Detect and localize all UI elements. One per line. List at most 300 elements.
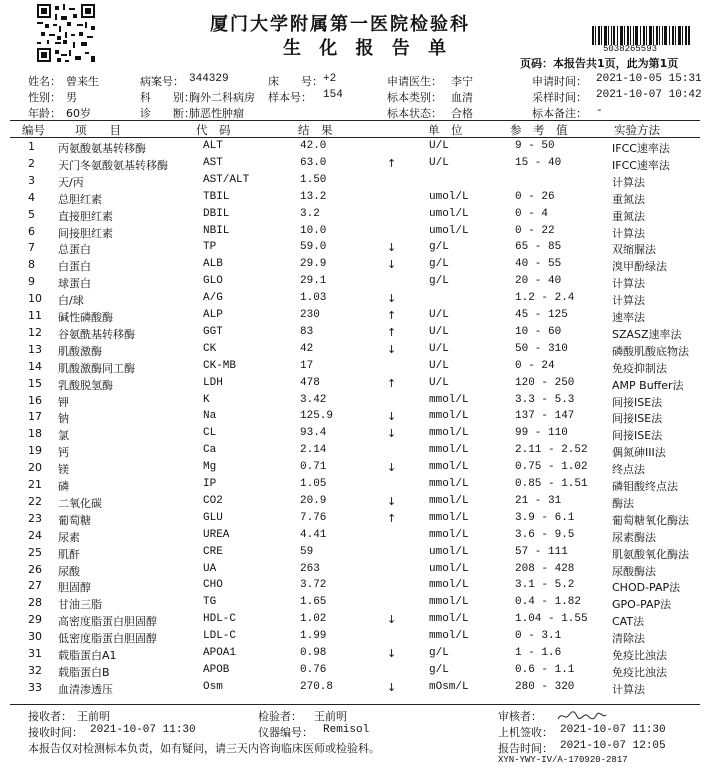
item-name: 总胆红素: [58, 192, 102, 206]
item-name: 尿酸: [58, 564, 80, 578]
row-number: 11: [28, 309, 42, 322]
method: 免疫比浊法: [612, 665, 667, 679]
case-no: 344329: [189, 73, 229, 85]
item-code: LDH: [203, 376, 223, 389]
result-value: 270.8: [300, 680, 334, 693]
method: 间接ISE法: [612, 429, 663, 443]
method: 磷酸肌酸底物法: [612, 344, 689, 358]
item-name: 间接胆红素: [58, 226, 113, 240]
abnormal-flag: ↓: [387, 680, 397, 694]
item-name: 胆固醇: [58, 581, 91, 595]
method: IFCC速率法: [612, 142, 670, 155]
unit: umol/L: [429, 190, 469, 203]
unit: umol/L: [429, 545, 469, 558]
row-number: 3: [28, 173, 35, 187]
barcode: [592, 26, 690, 45]
item-name: 碱性磷酸酶: [58, 311, 113, 324]
result-value: 0.98: [300, 647, 327, 659]
method: CAT法: [612, 615, 645, 629]
abnormal-flag: ↓: [387, 410, 397, 424]
row-number: 10: [28, 292, 42, 306]
instrument-label: 仪器编号：: [258, 726, 313, 739]
row-number: 14: [28, 359, 42, 373]
result-value: 1.50: [300, 173, 327, 186]
item-code: IP: [203, 478, 217, 490]
item-name: 肌酐: [58, 547, 80, 561]
specimen-status-label: 标本状态：: [387, 107, 442, 120]
result-value: 29.9: [300, 258, 327, 271]
result-value: 3.42: [300, 393, 327, 406]
reference-range: 99 - 110: [515, 427, 568, 440]
row-number: 2: [28, 156, 35, 170]
abnormal-flag: ↓: [387, 427, 397, 441]
reference-range: 0.75 - 1.02: [515, 461, 588, 474]
table-row: [0, 664, 710, 681]
table-header-rule: [10, 137, 700, 138]
table-row: [0, 225, 710, 242]
reference-range: 3.1 - 5.2: [515, 579, 575, 592]
row-number: 23: [28, 511, 42, 525]
result-value: 42: [300, 342, 314, 355]
result-value: 29.1: [300, 275, 327, 288]
unit: U/L: [429, 376, 449, 389]
table-row: [0, 681, 710, 698]
table-row: [0, 140, 710, 157]
row-number: 25: [28, 545, 42, 559]
doctor-label: 申请医生：: [387, 75, 442, 88]
sign-time: 2021-10-07 11:30: [560, 724, 666, 736]
result-value: 1.05: [300, 478, 327, 490]
unit: umol/L: [429, 207, 469, 220]
reference-range: 1 - 1.6: [515, 647, 562, 659]
qr-code: [37, 4, 95, 62]
disclaimer: 本报告仅对检测标本负责，如有疑问，请三天内咨询临床医师或检验科。: [28, 742, 380, 755]
item-name: 载脂蛋白A1: [58, 649, 117, 662]
table-row: [0, 326, 710, 343]
item-code: UA: [203, 562, 217, 575]
result-value: 59: [300, 545, 314, 558]
table-row: [0, 343, 710, 360]
item-code: ALT: [203, 140, 223, 152]
patient-age-label: 年龄：: [28, 107, 61, 120]
unit: U/L: [429, 359, 449, 372]
item-name: 直接胆红素: [58, 209, 113, 223]
sign-time-label: 上机签收：: [498, 726, 553, 739]
item-name: 葡萄糖: [58, 513, 91, 527]
reference-range: 0.6 - 1.1: [515, 663, 575, 676]
item-name: 低密度脂蛋白胆固醇: [58, 632, 157, 646]
unit: U/L: [429, 140, 449, 152]
unit: g/L: [429, 258, 449, 271]
result-value: 1.03: [300, 292, 327, 305]
row-number: 21: [28, 478, 42, 491]
table-row: [0, 461, 710, 478]
abnormal-flag: ↓: [387, 613, 397, 627]
col-item-header: 项 目: [75, 123, 121, 137]
table-row: [0, 563, 710, 580]
abnormal-flag: ↓: [387, 258, 397, 272]
row-number: 19: [28, 444, 42, 458]
reference-range: 21 - 31: [515, 494, 562, 507]
reference-range: 0.85 - 1.51: [515, 478, 588, 490]
method: 重氮法: [612, 209, 645, 223]
table-row: [0, 191, 710, 208]
reference-range: 0 - 26: [515, 190, 555, 203]
row-number: 8: [28, 258, 35, 272]
item-code: CRE: [203, 545, 223, 558]
table-row: [0, 292, 710, 309]
reference-range: 0 - 4: [515, 207, 549, 220]
item-code: AST: [203, 156, 223, 169]
col-ref-header: 参 考 值: [510, 123, 568, 137]
method: AMP Buffer法: [612, 378, 684, 392]
item-code: ALB: [203, 258, 223, 271]
unit: mmol/L: [429, 613, 469, 626]
method: 偶氮砷III法: [612, 446, 666, 460]
method: CHOD-PAP法: [612, 581, 681, 595]
unit: U/L: [429, 309, 449, 321]
unit: mmol/L: [429, 579, 469, 592]
unit: mmol/L: [429, 511, 469, 524]
item-name: 钙: [58, 446, 69, 460]
report-time-label: 报告时间：: [498, 742, 553, 755]
reference-range: 120 - 250: [515, 376, 575, 389]
reference-range: 15 - 40: [515, 156, 562, 169]
row-number: 16: [28, 393, 42, 407]
result-value: 1.02: [300, 613, 327, 626]
item-code: HDL-C: [203, 613, 237, 626]
receiver-label: 接收者：: [28, 710, 72, 723]
row-number: 24: [28, 528, 42, 542]
sample-no: 154: [323, 89, 343, 101]
method: 酶法: [612, 496, 634, 510]
item-code: NBIL: [203, 224, 230, 237]
unit: mmol/L: [429, 478, 469, 490]
table-row: [0, 647, 710, 664]
table-row: [0, 512, 710, 529]
item-code: A/G: [203, 292, 223, 305]
col-no-header: 编号: [22, 123, 45, 137]
result-value: 17: [300, 359, 314, 372]
specimen-type: 血清: [451, 91, 473, 104]
item-code: CHO: [203, 579, 223, 592]
result-value: 2.14: [300, 444, 327, 457]
table-row: [0, 241, 710, 258]
abnormal-flag: ↓: [387, 342, 397, 356]
method: 磷钼酸终点法: [612, 480, 678, 493]
result-value: 63.0: [300, 156, 327, 169]
item-code: GLU: [203, 511, 223, 524]
item-code: K: [203, 393, 210, 406]
item-code: GLO: [203, 275, 223, 288]
item-code: Na: [203, 410, 217, 423]
abnormal-flag: ↓: [387, 461, 397, 475]
method: 尿酸酶法: [612, 564, 656, 578]
unit: umol/L: [429, 562, 469, 575]
abnormal-flag: ↓: [387, 241, 397, 255]
method: 计算法: [612, 277, 645, 291]
reference-range: 3.3 - 5.3: [515, 393, 575, 406]
abnormal-flag: ↑: [387, 156, 397, 170]
reference-range: 65 - 85: [515, 241, 562, 254]
unit: U/L: [429, 342, 449, 355]
result-value: 20.9: [300, 494, 327, 507]
table-row: [0, 174, 710, 191]
table-row: [0, 495, 710, 512]
reference-range: 3.6 - 9.5: [515, 528, 575, 541]
unit: mmol/L: [429, 427, 469, 440]
table-row: [0, 157, 710, 174]
row-number: 29: [28, 613, 42, 627]
item-name: 总蛋白: [58, 243, 91, 257]
table-row: [0, 630, 710, 647]
row-number: 26: [28, 562, 42, 576]
item-name: 天/丙: [58, 175, 84, 189]
row-number: 32: [28, 663, 42, 677]
unit: mmol/L: [429, 444, 469, 457]
reference-range: 208 - 428: [515, 562, 575, 575]
item-code: CK-MB: [203, 359, 237, 372]
result-value: 83: [300, 325, 314, 338]
item-name: 尿素: [58, 530, 80, 544]
table-row: [0, 377, 710, 394]
receive-time-label: 接收时间：: [28, 726, 83, 739]
method: 肌氨酸氧化酶法: [612, 547, 689, 561]
item-name: 氯: [58, 429, 69, 443]
reviewer-signature: [556, 709, 608, 723]
result-value: 93.4: [300, 427, 327, 440]
remark: -: [596, 105, 603, 117]
method: 葡萄糖氧化酶法: [612, 513, 689, 527]
reference-range: 40 - 55: [515, 258, 562, 271]
item-code: Mg: [203, 461, 217, 474]
abnormal-flag: ↓: [387, 647, 397, 660]
table-row: [0, 427, 710, 444]
method: 间接ISE法: [612, 395, 663, 409]
row-number: 5: [28, 207, 35, 221]
method: 计算法: [612, 226, 645, 240]
row-number: 4: [28, 190, 35, 204]
row-number: 33: [28, 680, 42, 694]
item-code: ALP: [203, 309, 223, 321]
patient-name: 曾来生: [66, 75, 99, 88]
result-value: 7.76: [300, 511, 327, 524]
item-code: TBIL: [203, 190, 230, 203]
item-name: 球蛋白: [58, 277, 91, 291]
method: 双缩脲法: [612, 243, 656, 257]
apply-time-label: 申请时间：: [532, 75, 587, 88]
item-code: CO2: [203, 494, 223, 507]
instrument: Remisol: [323, 724, 370, 736]
unit: mmol/L: [429, 596, 469, 609]
method: 免疫抑制法: [612, 361, 667, 375]
item-code: LDL-C: [203, 630, 237, 643]
row-number: 27: [28, 579, 42, 593]
case-no-label: 病案号：: [140, 75, 184, 88]
remark-label: 标本备注：: [532, 107, 587, 120]
row-number: 12: [28, 325, 42, 339]
bed: +2: [323, 73, 337, 85]
diagnosis: 肺恶性肿瘤: [189, 107, 244, 120]
receive-time: 2021-10-07 11:30: [90, 724, 196, 736]
reference-range: 50 - 310: [515, 342, 568, 355]
method: 计算法: [612, 294, 645, 308]
col-unit-header: 单 位: [428, 123, 463, 137]
result-value: 3.72: [300, 579, 327, 592]
row-number: 31: [28, 647, 42, 660]
collect-time-label: 采样时间：: [532, 91, 587, 104]
reference-range: 280 - 320: [515, 680, 575, 693]
method: 溴甲酚绿法: [612, 260, 667, 274]
reviewer-label: 审核者：: [498, 710, 542, 723]
specimen-type-label: 标本类别：: [387, 91, 442, 104]
result-value: 1.65: [300, 596, 327, 609]
table-row: [0, 360, 710, 377]
result-value: 10.0: [300, 224, 327, 237]
reference-range: 10 - 60: [515, 325, 562, 338]
item-name: 丙氨酸氨基转移酶: [58, 142, 146, 155]
item-name: 谷氨酰基转移酶: [58, 327, 135, 341]
item-name: 乳酸脱氢酶: [58, 378, 113, 392]
unit: U/L: [429, 156, 449, 169]
item-code: GGT: [203, 325, 223, 338]
item-code: CK: [203, 342, 217, 355]
doctor: 李宁: [451, 75, 473, 88]
table-row: [0, 410, 710, 427]
hospital-name: 厦门大学附属第一医院检验科: [210, 14, 470, 35]
receiver: 王前明: [77, 710, 110, 723]
method: 终点法: [612, 463, 645, 477]
reference-range: 9 - 50: [515, 140, 555, 152]
patient-age: 60岁: [66, 107, 91, 120]
tester: 王前明: [314, 710, 347, 723]
patient-gender: 男: [66, 91, 77, 104]
unit: mOsm/L: [429, 680, 469, 693]
footer-rule: [10, 704, 700, 705]
method: 计算法: [612, 175, 645, 189]
table-row: [0, 478, 710, 495]
row-number: 7: [28, 241, 35, 255]
reference-range: 2.11 - 2.52: [515, 444, 588, 457]
item-code: Ca: [203, 444, 217, 457]
item-code: AST/ALT: [203, 173, 250, 186]
reference-range: 137 - 147: [515, 410, 575, 423]
unit: mmol/L: [429, 528, 469, 541]
table-row: [0, 529, 710, 546]
reference-range: 1.2 - 2.4: [515, 292, 575, 305]
table-row: [0, 275, 710, 292]
row-number: 6: [28, 224, 35, 238]
table-row: [0, 613, 710, 630]
item-name: 甘油三脂: [58, 598, 102, 612]
table-row: [0, 444, 710, 461]
report-time: 2021-10-07 12:05: [560, 740, 666, 752]
item-code: TP: [203, 241, 217, 254]
item-name: 钾: [58, 395, 69, 409]
result-value: 42.0: [300, 140, 327, 152]
table-row: [0, 579, 710, 596]
item-name: 载脂蛋白B: [58, 665, 110, 679]
row-number: 17: [28, 410, 42, 424]
page-info: 页码：本报告共1页，此为第1页: [520, 57, 679, 70]
abnormal-flag: ↑: [387, 376, 397, 390]
dept-label: 科 别：: [140, 91, 195, 104]
item-code: APOB: [203, 663, 230, 676]
result-value: 4.41: [300, 528, 327, 541]
item-name: 高密度脂蛋白胆固醇: [58, 615, 157, 629]
apply-time: 2021-10-05 15:31: [596, 73, 702, 85]
result-value: 125.9: [300, 410, 334, 423]
dept: 胸外二科病房: [189, 91, 255, 104]
reference-range: 1.04 - 1.55: [515, 613, 588, 626]
table-row: [0, 258, 710, 275]
row-number: 1: [28, 140, 35, 153]
item-code: Osm: [203, 680, 223, 693]
reference-range: 3.9 - 6.1: [515, 511, 575, 524]
row-number: 22: [28, 494, 42, 508]
unit: mmol/L: [429, 494, 469, 507]
patient-name-label: 姓名：: [28, 75, 61, 88]
unit: g/L: [429, 275, 449, 288]
row-number: 28: [28, 596, 42, 610]
patient-gender-label: 性别：: [28, 91, 61, 104]
unit: umol/L: [429, 224, 469, 237]
col-code-header: 代 码: [196, 123, 231, 137]
item-code: UREA: [203, 528, 230, 541]
method: 间接ISE法: [612, 412, 663, 426]
item-code: TG: [203, 596, 217, 609]
item-code: CL: [203, 427, 217, 440]
row-number: 30: [28, 630, 42, 644]
item-name: 白/球: [58, 294, 84, 308]
specimen-status: 合格: [451, 107, 473, 120]
row-number: 13: [28, 342, 42, 356]
item-name: 镁: [58, 463, 69, 477]
col-method-header: 实验方法: [614, 123, 660, 137]
table-row: [0, 208, 710, 225]
reference-range: 20 - 40: [515, 275, 562, 288]
row-number: 20: [28, 461, 42, 475]
unit: mmol/L: [429, 410, 469, 423]
item-name: 白蛋白: [58, 260, 91, 274]
item-name: 血清渗透压: [58, 682, 113, 696]
reference-range: 57 - 111: [515, 545, 568, 558]
method: 清除法: [612, 632, 645, 646]
reference-range: 0 - 24: [515, 359, 555, 372]
table-row: [0, 309, 710, 326]
method: IFCC速率法: [612, 158, 670, 172]
table-row: [0, 596, 710, 613]
reference-range: 0 - 3.1: [515, 630, 562, 643]
sample-no-label: 样本号：: [268, 91, 312, 104]
table-top-rule: [10, 120, 700, 121]
row-number: 9: [28, 275, 35, 289]
item-name: 肌酸激酶同工酶: [58, 361, 135, 375]
method: GPO-PAP法: [612, 598, 672, 612]
abnormal-flag: ↑: [387, 309, 397, 322]
abnormal-flag: ↑: [387, 511, 397, 525]
result-value: 263: [300, 562, 320, 575]
method: SZASZ速率法: [612, 327, 682, 341]
method: 免疫比浊法: [612, 649, 667, 662]
abnormal-flag: ↑: [387, 325, 397, 339]
method: 计算法: [612, 682, 645, 696]
unit: mmol/L: [429, 393, 469, 406]
row-number: 15: [28, 376, 42, 390]
diagnosis-label: 诊 断：: [140, 107, 195, 120]
item-name: 肌酸激酶: [58, 344, 102, 358]
item-code: DBIL: [203, 207, 230, 220]
